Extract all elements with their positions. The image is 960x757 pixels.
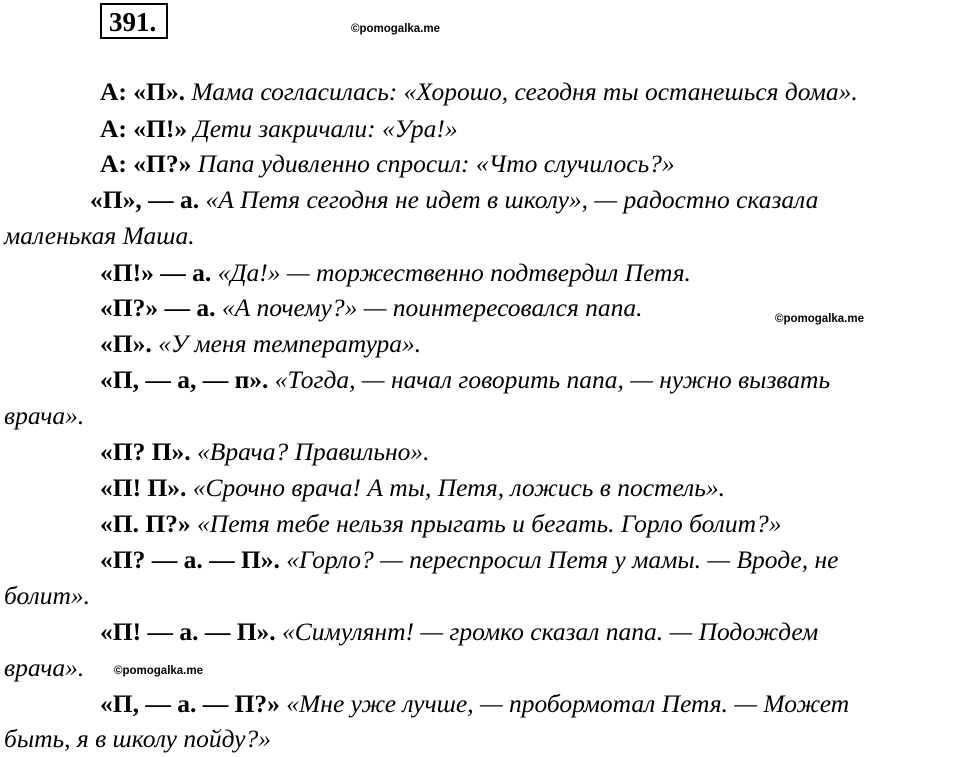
sentence-text: «Тогда, — начал говорить папа, — нужно вызвать [268,365,831,394]
sentence-text: маленькая Маша. [4,221,195,250]
sentence-text: «А Петя сегодня не идет в школу», — радостно сказала [199,185,819,214]
sentence-text: «Петя тебе нельзя прыгать и бегать. Горло болит?» [190,509,782,538]
text-line [100,111,458,147]
sentence-text: «У меня температура». [151,329,422,358]
sentence-text: «Да!» — торжественно подтвердил Петя. [211,258,691,287]
text-line [100,614,818,650]
sentence-text: «Мне уже лучше, — пробормотал Петя. — Может [279,689,850,718]
sentence-text: Дети закричали: «Ура!» [187,114,458,143]
sentence-text: «Срочно врача! А ты, Петя, ложись в постель». [186,473,725,502]
punctuation-scheme: «П», — а. [90,185,200,214]
text-line [4,721,271,757]
text-line [100,542,838,578]
text-line [4,578,90,614]
sentence-text: «Симулянт! — громко сказал папа. — Подождем [275,617,819,646]
punctuation-scheme: «П! П». [100,473,187,502]
punctuation-scheme: «П. П?» [100,509,191,538]
watermark: ©pomogalka.me [114,665,203,677]
text-line [100,146,675,182]
punctuation-scheme: «П? П». [100,437,191,466]
sentence-text: «Врача? Правильно». [190,437,430,466]
text-line [4,650,84,686]
text-line [4,398,84,434]
text-line [100,255,691,291]
sentence-text: Папа удивленно спросил: «Что случилось?» [191,149,675,178]
text-line [100,506,782,542]
text-line [100,470,725,506]
text-line [4,218,195,254]
text-line [100,290,643,326]
exercise-number-box [100,3,168,39]
sentence-text: болит». [4,581,91,610]
text-line [100,362,830,398]
text-line [90,182,818,218]
punctuation-scheme: «П!» — а. [100,258,212,287]
text-line [100,74,858,110]
watermark: ©pomogalka.me [351,23,440,35]
punctuation-scheme: А: «П?» [100,149,192,178]
sentence-text: быть, я в школу пойду?» [4,724,271,753]
punctuation-scheme: «П, — а, — п». [100,365,269,394]
punctuation-scheme: А: «П!» [100,114,188,143]
punctuation-scheme: «П? — а. — П». [100,545,280,574]
sentence-text: врача». [4,401,85,430]
sentence-text: Мама согласилась: «Хорошо, сегодня ты останешься дома». [185,77,858,106]
text-line [100,686,849,722]
punctuation-scheme: «П». [100,329,152,358]
text-line [100,434,430,470]
text-line [100,326,421,362]
exercise-number: 391. [109,7,157,37]
punctuation-scheme: А: «П». [100,77,185,106]
punctuation-scheme: «П, — а. — П?» [100,689,280,718]
punctuation-scheme: «П?» — а. [100,293,216,322]
punctuation-scheme: «П! — а. — П». [100,617,276,646]
sentence-text: «Горло? — переспросил Петя у мамы. — Вроде, не [279,545,839,574]
sentence-text: врача». [4,653,85,682]
watermark: ©pomogalka.me [775,313,864,325]
sentence-text: «А почему?» — поинтересовался папа. [215,293,643,322]
